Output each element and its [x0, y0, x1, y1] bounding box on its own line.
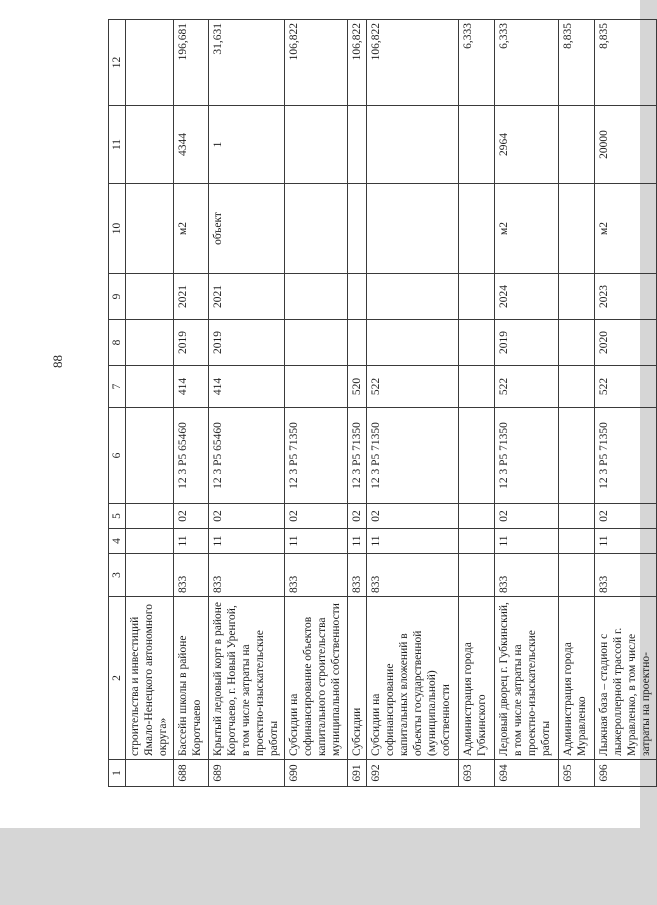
ministry-code-cell: 833 [348, 554, 367, 597]
capacity-cell: 1 [209, 106, 285, 184]
amount-cell: 106,822 [348, 20, 367, 106]
target-article-cell: 12 3 P5 65460 [209, 408, 285, 504]
ministry-code-cell: 833 [495, 554, 559, 597]
row-number-cell: 688 [174, 760, 209, 787]
table-row [367, 20, 459, 787]
start-year-cell: 2019 [209, 320, 285, 366]
ministry-code-cell: 833 [595, 554, 657, 597]
item-name-cell: строительства и инвестиций Ямало-Ненецкого автономного округа» [126, 597, 174, 760]
table-row [285, 20, 348, 787]
subsection-cell [559, 504, 595, 529]
end-year-cell: 2024 [495, 274, 559, 320]
header-cell: 7 [109, 366, 126, 408]
start-year-cell [126, 320, 174, 366]
amount-cell: 31,631 [209, 20, 285, 106]
rotated-table-container [108, 20, 657, 787]
unit-cell [459, 184, 495, 274]
end-year-cell [559, 274, 595, 320]
amount-cell: 8,835 [595, 20, 657, 106]
subsection-cell: 02 [209, 504, 285, 529]
row-number-cell: 694 [495, 760, 559, 787]
item-name-cell: Ледовый дворец г. Губкинский, в том числе затраты на проектно-изыскательские работы [495, 597, 559, 760]
header-cell: 3 [109, 554, 126, 597]
section-cell: 11 [209, 529, 285, 554]
capacity-cell: 20000 [595, 106, 657, 184]
end-year-cell: 2021 [174, 274, 209, 320]
end-year-cell: 2023 [595, 274, 657, 320]
header-cell: 5 [109, 504, 126, 529]
target-article-cell: 12 3 P5 71350 [495, 408, 559, 504]
item-name-cell: Бассейн школы в районе Коротчаево [174, 597, 209, 760]
section-cell [126, 529, 174, 554]
capacity-cell: 2964 [495, 106, 559, 184]
unit-cell [126, 184, 174, 274]
item-name-cell: Субсидии [348, 597, 367, 760]
table-row [174, 20, 209, 787]
capacity-cell [348, 106, 367, 184]
ministry-code-cell [559, 554, 595, 597]
target-article-cell: 12 3 P5 71350 [595, 408, 657, 504]
target-article-cell: 12 3 P5 71350 [348, 408, 367, 504]
item-name-cell: Субсидии на софинансирование капитальных вложений в объекты государственной (муниципальной) собственности [367, 597, 459, 760]
header-cell: 1 [109, 760, 126, 787]
amount-cell: 106,822 [367, 20, 459, 106]
end-year-cell [348, 274, 367, 320]
expense-type-cell [459, 366, 495, 408]
row-number-cell: 690 [285, 760, 348, 787]
end-year-cell [285, 274, 348, 320]
unit-cell [559, 184, 595, 274]
target-article-cell: 12 3 P5 71350 [285, 408, 348, 504]
target-article-cell [126, 408, 174, 504]
ministry-code-cell: 833 [367, 554, 459, 597]
header-cell: 11 [109, 106, 126, 184]
expense-type-cell [285, 366, 348, 408]
table-row [559, 20, 595, 787]
end-year-cell [367, 274, 459, 320]
section-cell: 11 [367, 529, 459, 554]
amount-cell [126, 20, 174, 106]
table-row [595, 20, 657, 787]
amount-cell: 6,333 [495, 20, 559, 106]
section-cell [459, 529, 495, 554]
row-number-cell: 689 [209, 760, 285, 787]
ministry-code-cell: 833 [285, 554, 348, 597]
row-number-cell: 692 [367, 760, 459, 787]
item-name-cell: Субсидии на софинансирование объектов капитального строительства муниципальной собственности [285, 597, 348, 760]
start-year-cell: 2019 [495, 320, 559, 366]
unit-cell: м2 [174, 184, 209, 274]
expense-type-cell [559, 366, 595, 408]
capacity-cell [459, 106, 495, 184]
start-year-cell: 2019 [174, 320, 209, 366]
section-cell: 11 [174, 529, 209, 554]
ministry-code-cell [459, 554, 495, 597]
budget-table [108, 19, 657, 787]
start-year-cell [559, 320, 595, 366]
target-article-cell: 12 3 P5 65460 [174, 408, 209, 504]
header-cell: 8 [109, 320, 126, 366]
target-article-cell [459, 408, 495, 504]
header-cell: 10 [109, 184, 126, 274]
item-name-cell: Лыжная база – стадион с лыжероллерной трассой г. Муравленко, в том числе затраты на проектно- [595, 597, 657, 760]
target-article-cell: 12 3 P5 71350 [367, 408, 459, 504]
unit-cell: м2 [595, 184, 657, 274]
section-cell: 11 [348, 529, 367, 554]
unit-cell: м2 [495, 184, 559, 274]
unit-cell [285, 184, 348, 274]
expense-type-cell: 522 [367, 366, 459, 408]
table-row [209, 20, 285, 787]
table-row [348, 20, 367, 787]
start-year-cell [367, 320, 459, 366]
page-number: 88 [50, 355, 65, 368]
header-cell: 2 [109, 597, 126, 760]
ministry-code-cell: 833 [174, 554, 209, 597]
expense-type-cell: 414 [209, 366, 285, 408]
row-number-cell: 695 [559, 760, 595, 787]
subsection-cell: 02 [174, 504, 209, 529]
section-cell [559, 529, 595, 554]
unit-cell [367, 184, 459, 274]
unit-cell: объект [209, 184, 285, 274]
row-number-cell: 696 [595, 760, 657, 787]
row-number-cell: 691 [348, 760, 367, 787]
start-year-cell [348, 320, 367, 366]
subsection-cell: 02 [348, 504, 367, 529]
item-name-cell: Администрация города Губкинского [459, 597, 495, 760]
end-year-cell: 2021 [209, 274, 285, 320]
subsection-cell [459, 504, 495, 529]
row-number-cell: 693 [459, 760, 495, 787]
header-cell: 9 [109, 274, 126, 320]
capacity-cell [367, 106, 459, 184]
expense-type-cell: 522 [595, 366, 657, 408]
capacity-cell [285, 106, 348, 184]
expense-type-cell: 520 [348, 366, 367, 408]
expense-type-cell [126, 366, 174, 408]
amount-cell: 196,681 [174, 20, 209, 106]
item-name-cell: Крытый ледовый корт в районе Коротчаево, г. Новый Уренгой, в том числе затраты на проектно-изыскательские работы [209, 597, 285, 760]
header-cell: 4 [109, 529, 126, 554]
start-year-cell: 2020 [595, 320, 657, 366]
subsection-cell: 02 [495, 504, 559, 529]
section-cell: 11 [285, 529, 348, 554]
capacity-cell [126, 106, 174, 184]
capacity-cell: 4344 [174, 106, 209, 184]
table-row [459, 20, 495, 787]
ministry-code-cell [126, 554, 174, 597]
capacity-cell [559, 106, 595, 184]
expense-type-cell: 522 [495, 366, 559, 408]
start-year-cell [459, 320, 495, 366]
row-number-cell [126, 760, 174, 787]
amount-cell: 8,835 [559, 20, 595, 106]
end-year-cell [459, 274, 495, 320]
expense-type-cell: 414 [174, 366, 209, 408]
end-year-cell [126, 274, 174, 320]
start-year-cell [285, 320, 348, 366]
table-row [495, 20, 559, 787]
amount-cell: 6,333 [459, 20, 495, 106]
subsection-cell: 02 [367, 504, 459, 529]
amount-cell: 106,822 [285, 20, 348, 106]
section-cell: 11 [595, 529, 657, 554]
target-article-cell [559, 408, 595, 504]
ministry-code-cell: 833 [209, 554, 285, 597]
unit-cell [348, 184, 367, 274]
header-cell: 12 [109, 20, 126, 106]
subsection-cell: 02 [595, 504, 657, 529]
section-cell: 11 [495, 529, 559, 554]
subsection-cell [126, 504, 174, 529]
table-header-row [109, 20, 126, 787]
subsection-cell: 02 [285, 504, 348, 529]
item-name-cell: Администрация города Муравленко [559, 597, 595, 760]
header-cell: 6 [109, 408, 126, 504]
table-row [126, 20, 174, 787]
